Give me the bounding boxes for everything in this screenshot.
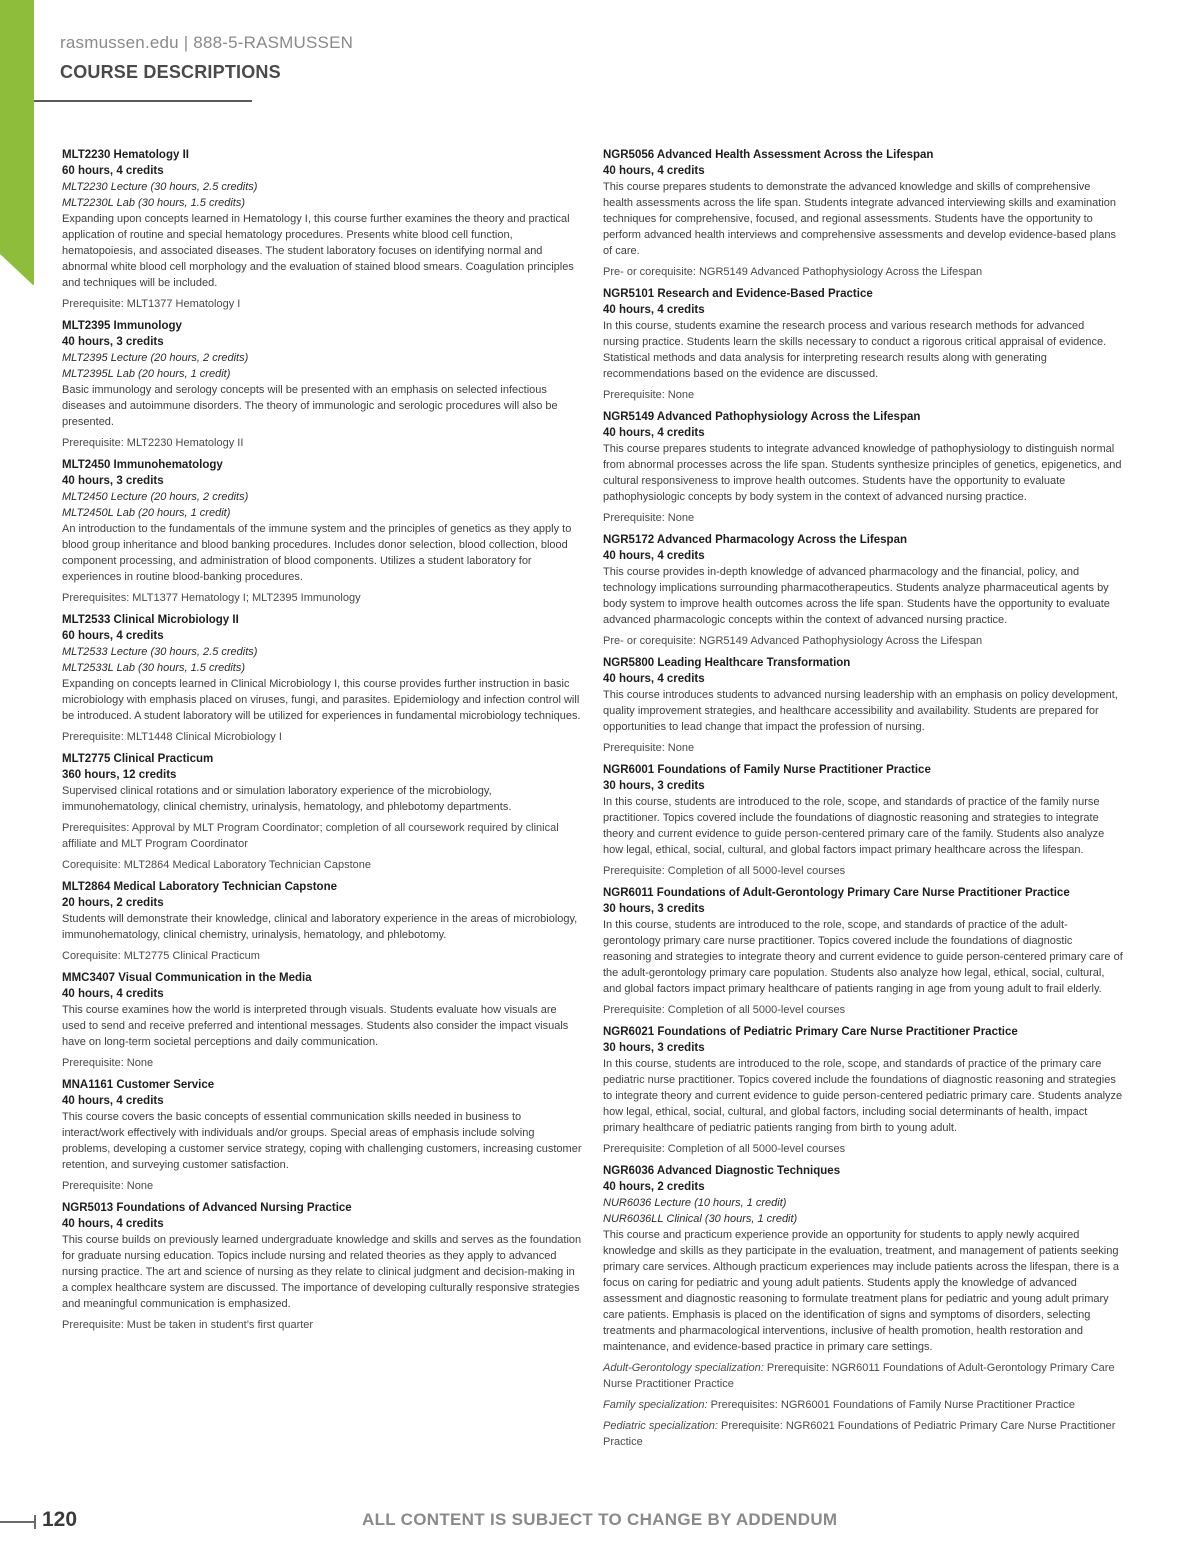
- course-description: An introduction to the fundamentals of the immune system and the principles of genetics as they apply to blood group inheritance and blood banking procedures. Includes donor selection, blood collection, blood component processing, and administration of blood components. Utilizes a student laboratory for experiences in routine blood-banking procedures.: [62, 523, 572, 583]
- course-requisite: [603, 740, 1123, 756]
- course-requisite: [62, 948, 582, 964]
- page-section-title: COURSE DESCRIPTIONS: [60, 62, 281, 82]
- course-hours: 60 hours, 4 credits: [62, 630, 164, 642]
- course-entry: [62, 147, 582, 312]
- course-entry: [603, 147, 1123, 280]
- specialization-label: Pediatric specialization:: [603, 1420, 718, 1432]
- course-entry: [62, 970, 582, 1071]
- requisite-text: Prerequisites: NGR6001 Foundations of Family Nurse Practitioner Practice: [710, 1399, 1075, 1411]
- course-hours: 40 hours, 4 credits: [603, 427, 705, 439]
- course-entry: [62, 318, 582, 451]
- course-title: MLT2395 Immunology: [62, 320, 182, 332]
- course-requisite: [62, 857, 582, 873]
- course-entry: [603, 286, 1123, 403]
- course-description: This course prepares students to integrate advanced knowledge of pathophysiology to distinguish normal from abnormal processes across the life span. Students synthesize principles of genetics, epigenetics, and cultural responsiveness to improve health outcomes. Students have the opportunity to evaluate pathophysiologic concepts by body system in the context of advanced nursing practice.: [603, 443, 1122, 503]
- course-hours: 360 hours, 12 credits: [62, 769, 177, 781]
- requisite-text: Corequisite: MLT2864 Medical Laboratory Technician Capstone: [62, 859, 371, 871]
- course-requisite: [62, 1055, 582, 1071]
- course-description: This course examines how the world is interpreted through visuals. Students evaluate how visuals are used to send and receive preferred and intentional messages. Students also consider the impact visuals have on long-term societal perceptions and daily communication.: [62, 1004, 569, 1048]
- course-requisite: [62, 435, 582, 451]
- course-entry: [603, 1163, 1123, 1450]
- course-description: Students will demonstrate their knowledge, clinical and laboratory experience in the areas of microbiology, immunohematology, clinical chemistry, urinalysis, hematology, and phlebotomy.: [62, 913, 578, 941]
- course-title: NGR6036 Advanced Diagnostic Techniques: [603, 1165, 841, 1177]
- course-requisite: [603, 1141, 1123, 1157]
- course-hours: 40 hours, 3 credits: [62, 336, 164, 348]
- course-hours: 20 hours, 2 credits: [62, 897, 164, 909]
- course-hours: 30 hours, 3 credits: [603, 903, 705, 915]
- course-requisite: [62, 1178, 582, 1194]
- course-description: In this course, students are introduced to the role, scope, and standards of practice of the adult-gerontology primary care nurse practitioner. Topics covered include the foundations of diagnostic reasoning and strategies to integrate theory and current evidence to guide person-centered primary care of the adult-gerontology primary care population. Students also analyze how legal, ethical, social, cultural, and global factors impact primary healthcare of patients ranging in age from young adult to frail elderly.: [603, 919, 1123, 995]
- site-contact: rasmussen.edu | 888-5-RASMUSSEN: [60, 33, 354, 52]
- specialization-label: Family specialization:: [603, 1399, 708, 1411]
- course-entry: [603, 655, 1123, 756]
- course-requisite: [62, 590, 582, 606]
- course-entry: [62, 879, 582, 964]
- requisite-text: Prerequisite: Completion of all 5000-level courses: [603, 1143, 846, 1155]
- course-requisite: [603, 387, 1123, 403]
- course-title: MLT2230 Hematology II: [62, 149, 189, 161]
- requisite-text: Prerequisite: Completion of all 5000-level courses: [603, 1004, 846, 1016]
- course-description: In this course, students examine the research process and various research methods for advanced nursing practice. Students learn the skills necessary to conduct a rigorous critical appraisal of evidence. Statistical methods and data analysis for interpreting research results along with generating recommendations based on the evidence are discussed.: [603, 320, 1107, 380]
- course-title: MLT2864 Medical Laboratory Technician Capstone: [62, 881, 338, 893]
- right-course-column: [603, 147, 1123, 1456]
- course-description: This course builds on previously learned undergraduate knowledge and skills and serves as the foundation for graduate nursing education. Topics include nursing and related theories as they apply to advanced nursing practice. The art and science of nursing as they relate to clinical judgment and decision-making in a complex healthcare system are discussed. The importance of developing culturally responsive strategies and meaningful communication is emphasized.: [62, 1234, 582, 1310]
- course-entry: [603, 409, 1123, 526]
- addendum-notice: ALL CONTENT IS SUBJECT TO CHANGE BY ADDENDUM: [362, 1510, 838, 1529]
- course-component: MLT2230L Lab (30 hours, 1.5 credits): [62, 197, 246, 209]
- course-entry: [603, 885, 1123, 1018]
- requisite-text: Prerequisite: None: [603, 742, 695, 754]
- course-entry: [603, 1024, 1123, 1157]
- course-title: NGR6001 Foundations of Family Nurse Practitioner Practice: [603, 764, 931, 776]
- requisite-text: Prerequisite: None: [603, 512, 695, 524]
- course-requisite: [603, 1397, 1123, 1413]
- requisite-text: Prerequisite: None: [62, 1057, 154, 1069]
- course-description: Expanding upon concepts learned in Hematology I, this course further examines the theory and practical application of routine and special hematology procedures. Presents white blood cell function, hematopoiesis, and associated diseases. The student laboratory focuses on identifying normal and abnormal white blood cell morphology and the evaluation of stained blood smears. Coagulation principles and techniques will be included.: [62, 213, 574, 289]
- footer-rule: [0, 1521, 36, 1523]
- course-requisite: [603, 1418, 1123, 1450]
- requisite-text: Prerequisite: NGR6011 Foundations of Adult-Gerontology Primary Care Nurse Practitioner Practice: [603, 1362, 1115, 1390]
- course-title: NGR5172 Advanced Pharmacology Across the Lifespan: [603, 534, 907, 546]
- course-entry: [603, 762, 1123, 879]
- course-component: MLT2230 Lecture (30 hours, 2.5 credits): [62, 181, 258, 193]
- course-title: MLT2775 Clinical Practicum: [62, 753, 214, 765]
- requisite-text: Prerequisite: Must be taken in student’s first quarter: [62, 1319, 314, 1331]
- course-title: MLT2533 Clinical Microbiology II: [62, 614, 239, 626]
- course-description: Supervised clinical rotations and or simulation laboratory experience of the microbiology, immunohematology, clinical chemistry, urinalysis, hematology, and phlebotomy departments.: [62, 785, 512, 813]
- course-hours: 40 hours, 4 credits: [603, 304, 705, 316]
- footer-tick: [34, 1515, 36, 1529]
- requisite-text: Pre- or corequisite: NGR5149 Advanced Pathophysiology Across the Lifespan: [603, 266, 983, 278]
- course-requisite: [62, 820, 582, 852]
- course-entry: [603, 532, 1123, 649]
- course-title: NGR5149 Advanced Pathophysiology Across the Lifespan: [603, 411, 921, 423]
- requisite-text: Pre- or corequisite: NGR5149 Advanced Pathophysiology Across the Lifespan: [603, 635, 983, 647]
- course-requisite: [603, 510, 1123, 526]
- course-description: In this course, students are introduced to the role, scope, and standards of practice of the primary care pediatric nurse practitioner. Topics covered include the foundations of diagnostic reasoning and strategies to integrate theory and current evidence to guide person-centered pediatric primary care. Students analyze how legal, ethical, social, cultural, and global factors, including social determinants of health, impact primary healthcare of pediatric patients ranging from birth to young adult.: [603, 1058, 1123, 1134]
- course-requisite: [62, 296, 582, 312]
- course-title: MMC3407 Visual Communication in the Media: [62, 972, 312, 984]
- course-entry: [62, 751, 582, 873]
- course-title: NGR5056 Advanced Health Assessment Across the Lifespan: [603, 149, 934, 161]
- course-hours: 40 hours, 4 credits: [603, 550, 705, 562]
- course-requisite: [62, 1317, 582, 1333]
- course-component: MLT2533 Lecture (30 hours, 2.5 credits): [62, 646, 258, 658]
- course-description: Expanding on concepts learned in Clinical Microbiology I, this course provides further instruction in basic microbiology with emphasis placed on viruses, fungi, and parasites. Epidemiology and infection control will be introduced. A student laboratory will be utilized for experiences in fundamental microbiology techniques.: [62, 678, 581, 722]
- course-hours: 40 hours, 4 credits: [62, 1095, 164, 1107]
- course-description: This course and practicum experience provide an opportunity for students to apply newly acquired knowledge and skills as they participate in the evaluation, treatment, and management of patients seeking primary care services. Although practicum experiences may include patients across the lifespan, there is a focus on caring for pediatric and young adult patients. Students apply the knowledge of advanced assessment and diagnostic reasoning to formulate treatment plans for pediatric and young adult primary care patients. Emphasis is placed on the identification of signs and symptoms of disorders, selecting treatments and pharmacological interventions, inclusive of health promotion, health restoration and maintenance, and evidence-based practice in primary care settings.: [603, 1229, 1120, 1353]
- course-description: This course covers the basic concepts of essential communication skills needed in business to interact/work effectively with individuals and/or groups. Special areas of emphasis include solving problems, developing a customer service strategy, coping with challenging customers, increasing customer retention, and surveying customer satisfaction.: [62, 1111, 582, 1171]
- requisite-text: Prerequisite: MLT2230 Hematology II: [62, 437, 244, 449]
- course-hours: 40 hours, 4 credits: [603, 673, 705, 685]
- course-title: NGR5101 Research and Evidence-Based Practice: [603, 288, 873, 300]
- course-requisite: [603, 1360, 1123, 1392]
- requisite-text: Prerequisite: None: [603, 389, 695, 401]
- course-title: NGR6021 Foundations of Pediatric Primary Care Nurse Practitioner Practice: [603, 1026, 1018, 1038]
- course-description: This course introduces students to advanced nursing leadership with an emphasis on policy development, quality improvement strategies, and healthcare accessibility and availability. Students are prepared for opportunities to lead change that impact the profession of nursing.: [603, 689, 1118, 733]
- course-description: This course prepares students to demonstrate the advanced knowledge and skills of comprehensive health assessments across the life span. Students integrate advanced interviewing skills and examination techniques for comprehensive, focused, and regional assessments. Students have the opportunity to perform advanced health interviews and comprehensive assessments and develop evidence-based plans of care.: [603, 181, 1117, 257]
- course-title: NGR6011 Foundations of Adult-Gerontology Primary Care Nurse Practitioner Practice: [603, 887, 1070, 899]
- green-accent-bar: [0, 0, 34, 285]
- requisite-text: Prerequisite: None: [62, 1180, 154, 1192]
- course-hours: 60 hours, 4 credits: [62, 165, 164, 177]
- course-component: MLT2450L Lab (20 hours, 1 credit): [62, 507, 231, 519]
- course-title: MNA1161 Customer Service: [62, 1079, 215, 1091]
- course-component: NUR6036LL Clinical (30 hours, 1 credit): [603, 1213, 798, 1225]
- course-hours: 40 hours, 4 credits: [62, 1218, 164, 1230]
- course-component: MLT2533L Lab (30 hours, 1.5 credits): [62, 662, 246, 674]
- left-course-column: [62, 147, 582, 1339]
- course-title: MLT2450 Immunohematology: [62, 459, 223, 471]
- course-entry: [62, 1200, 582, 1333]
- requisite-text: Prerequisites: MLT1377 Hematology I; MLT2395 Immunology: [62, 592, 361, 604]
- course-description: Basic immunology and serology concepts will be presented with an emphasis on selected infectious diseases and autoimmune disorders. The theory of immunologic and serologic procedures will also be presented.: [62, 384, 558, 428]
- requisite-text: Prerequisite: NGR6021 Foundations of Pediatric Primary Care Nurse Practitioner Practice: [603, 1420, 1116, 1448]
- course-title: NGR5800 Leading Healthcare Transformation: [603, 657, 851, 669]
- course-hours: 40 hours, 3 credits: [62, 475, 164, 487]
- course-hours: 30 hours, 3 credits: [603, 1042, 705, 1054]
- course-component: NUR6036 Lecture (10 hours, 1 credit): [603, 1197, 787, 1209]
- course-description: This course provides in-depth knowledge of advanced pharmacology and the financial, policy, and technology implications surrounding pharmacotherapeutics. Students analyze pharmaceutical agents by body system to improve health outcomes across the life span. Students have the opportunity to evaluate advanced pharmacologic concepts within the context of advanced nursing practice.: [603, 566, 1110, 626]
- course-component: MLT2395L Lab (20 hours, 1 credit): [62, 368, 231, 380]
- course-component: MLT2450 Lecture (20 hours, 2 credits): [62, 491, 249, 503]
- course-title: NGR5013 Foundations of Advanced Nursing Practice: [62, 1202, 352, 1214]
- course-hours: 40 hours, 4 credits: [62, 988, 164, 1000]
- course-requisite: [603, 264, 1123, 280]
- course-requisite: [603, 1002, 1123, 1018]
- specialization-label: Adult-Gerontology specialization:: [603, 1362, 764, 1374]
- requisite-text: Corequisite: MLT2775 Clinical Practicum: [62, 950, 260, 962]
- requisite-text: Prerequisite: MLT1448 Clinical Microbiology I: [62, 731, 282, 743]
- course-hours: 30 hours, 3 credits: [603, 780, 705, 792]
- course-entry: [62, 612, 582, 745]
- course-entry: [62, 457, 582, 606]
- course-description: In this course, students are introduced to the role, scope, and standards of practice of the family nurse practitioner. Topics covered include the foundations of diagnostic reasoning and strategies to integrate theory and current evidence to guide person-centered primary care of the family. Students also analyze how legal, ethical, social, cultural, and global factors impact primary healthcare across the lifespan.: [603, 796, 1105, 856]
- requisite-text: Prerequisite: MLT1377 Hematology I: [62, 298, 241, 310]
- page-number: 120: [42, 1508, 78, 1531]
- course-requisite: [603, 633, 1123, 649]
- course-hours: 40 hours, 2 credits: [603, 1181, 705, 1193]
- course-requisite: [603, 863, 1123, 879]
- course-hours: 40 hours, 4 credits: [603, 165, 705, 177]
- course-requisite: [62, 729, 582, 745]
- course-component: MLT2395 Lecture (20 hours, 2 credits): [62, 352, 249, 364]
- requisite-text: Prerequisites: Approval by MLT Program Coordinator; completion of all coursework required by clinical affiliate and MLT Program Coordinator: [62, 822, 559, 850]
- header-divider: [34, 100, 252, 102]
- course-entry: [62, 1077, 582, 1194]
- requisite-text: Prerequisite: Completion of all 5000-level courses: [603, 865, 846, 877]
